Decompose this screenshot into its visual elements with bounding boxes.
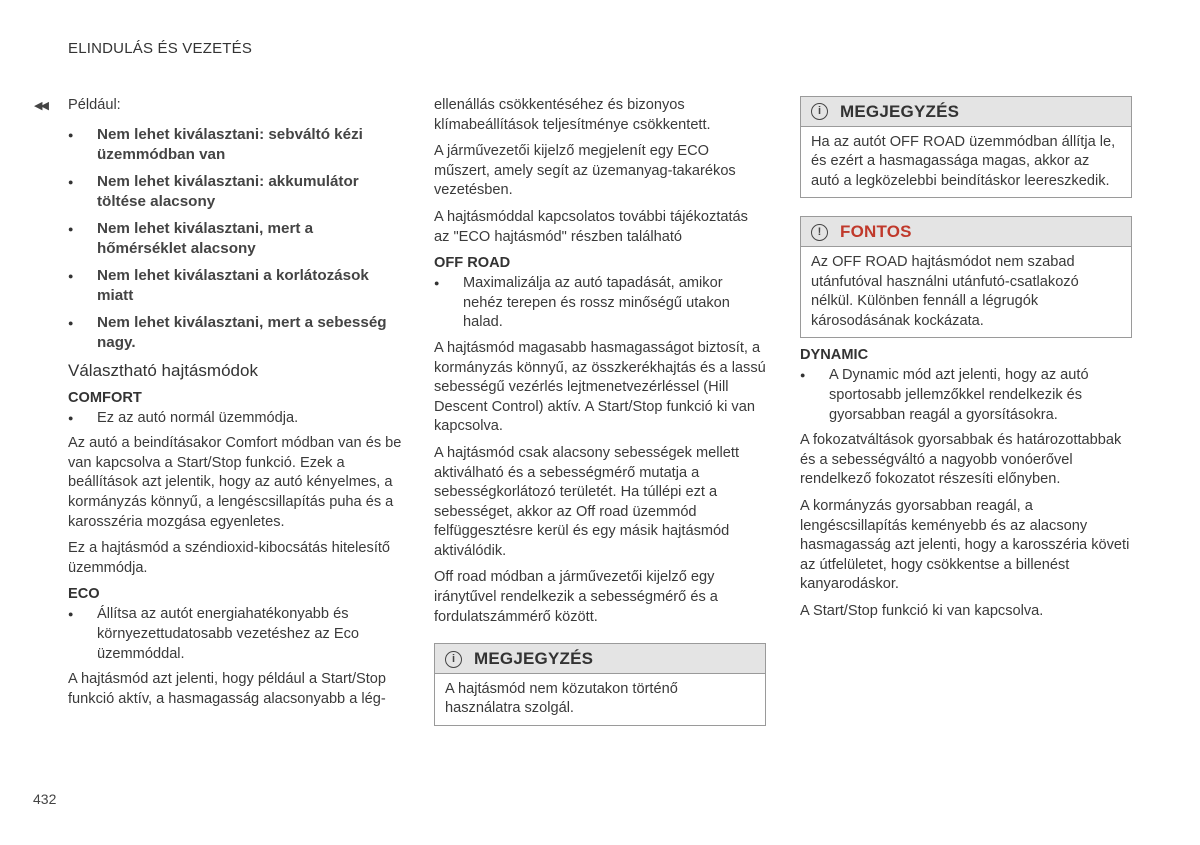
dynamic-title: DYNAMIC — [800, 347, 869, 364]
list-item: ● Állítsa az autót energiahatékonyabb és környezettudatosabb vezetéshez az Eco üzemmóddal. — [68, 605, 402, 664]
info-icon: i — [445, 651, 462, 668]
note-title: MEGJEGYZÉS — [474, 649, 594, 669]
list-item: ● Nem lehet kiválasztani: akkumulátor töltése alacsony — [68, 172, 402, 212]
note-text: Ha az autót OFF ROAD üzemmódban állítja le, és ezért a hasmagassága magas, akkor az autó a legközelebbi beindításkor leereszkedik. — [811, 133, 1116, 189]
note-box — [434, 643, 766, 726]
warning-title: FONTOS — [840, 222, 912, 242]
comfort-list — [68, 409, 402, 429]
page-number: 432 — [33, 791, 57, 807]
list-item: ● Nem lehet kiválasztani a korlátozások miatt — [68, 266, 402, 306]
intro-text: Például: — [68, 97, 121, 113]
note-title: MEGJEGYZÉS — [840, 102, 960, 121]
list-item: ● Maximalizálja az autó tapadását, amikor nehéz terepen és rossz minőségű utakon halad. — [434, 274, 766, 333]
list-item: ● A Dynamic mód azt jelenti, hogy az autó sportosabb jellemzőkkel rendelkezik és gyorsabban reagál a gyorsításokra. — [800, 366, 1132, 425]
note-text: A hajtásmód nem közutakon történő használatra szolgál. — [445, 680, 678, 717]
offroad-paragraph-1: A hajtásmód magasabb hasmagasságot biztosít, a kormányzás könnyű, az összkerékhajtás és a lassú sebességű vezérlés lejtmenetvezérléssel (Hill Descent Control) aktív. A Start/Stop funkció ki van kapcsolva. — [434, 339, 766, 435]
list-item: ● Ez az autó normál üzemmódja. — [68, 409, 402, 429]
list-item: ● Nem lehet kiválasztani, mert a sebesség nagy. — [68, 313, 402, 353]
warning-header — [801, 217, 1131, 247]
back-arrow-icon[interactable]: ◀◀ — [34, 100, 47, 112]
list-item: ● Nem lehet kiválasztani: sebváltó kézi üzemmódban van — [68, 125, 402, 165]
dynamic-paragraph-1: A fokozatváltások gyorsabbak és határozottabbak és a sebességváltó a nagyobb vonóerővel rendelkező fokozatot részesíti előnyben. — [800, 432, 1122, 488]
eco-paragraph-2: ellenállás csökkentéséhez és bizonyos klímabeállítások teljesítménye csökkentett. — [434, 97, 711, 133]
eco-paragraph-3: A járművezetői kijelző megjelenít egy ECO műszert, amely segít az üzemanyag-takarékos vezetésben. — [434, 143, 736, 199]
column-2 — [434, 96, 766, 726]
list-item: ● Nem lehet kiválasztani, mert a hőmérséklet alacsony — [68, 219, 402, 259]
note-header — [435, 644, 765, 674]
restriction-list — [68, 125, 402, 353]
offroad-paragraph-3: Off road módban a járművezetői kijelző egy iránytűvel rendelkezik a sebességmérő és a fordulatszámmérő között. — [434, 569, 718, 625]
eco-list — [68, 605, 402, 664]
info-icon: i — [811, 103, 828, 120]
dynamic-paragraph-2: A kormányzás gyorsabban reagál, a lengéscsillapítás keményebb és az alacsony hasmagasság azt jelenti, hogy a karosszéria követi az útfelületet, hogy csökkentse a billenést kanyarodáskor. — [800, 497, 1130, 593]
dynamic-paragraph-3: A Start/Stop funkció ki van kapcsolva. — [800, 602, 1044, 619]
eco-paragraph-4: A hajtásmóddal kapcsolatos további tájékoztatás az "ECO hajtásmód" részben található — [434, 208, 748, 245]
offroad-paragraph-2: A hajtásmód csak alacsony sebességek mellett aktiválható és a sebességmérő mutatja a sebességkorlátozó területét. Ha túllépi ezt a sebességet, akkor az Off road üzemmód felfüggesztésre kerül és egy másik hajtásmód aktiválódik. — [434, 444, 740, 559]
note-box — [800, 96, 1132, 198]
page-header: ELINDULÁS ÉS VEZETÉS — [68, 40, 253, 57]
offroad-list — [434, 274, 766, 333]
comfort-paragraph-1: Az autó a beindításakor Comfort módban van és be van kapcsolva a Start/Stop funkció. Ezek a beállítások azt jelentik, hogy az autó kényelmes, a kormányzás könnyű, a lengéscsillapítás puha és a karosszéria mozgása egyenletes. — [68, 435, 402, 530]
exclamation-icon: ! — [811, 224, 828, 241]
warning-text: Az OFF ROAD hajtásmódot nem szabad utánfutóval használni utánfutó-csatlakozó nélkül. Különben fennáll a légrugók károsodásának kockázata. — [811, 253, 1079, 329]
comfort-paragraph-2: Ez a hajtásmód a széndioxid-kibocsátás hitelesítő üzemmódja. — [68, 540, 391, 576]
section-heading: Választható hajtásmódok — [68, 360, 258, 380]
eco-paragraph-1: A hajtásmód azt jelenti, hogy például a Start/Stop funkció aktív, a hasmagasság alacsonyabb a lég- — [68, 671, 387, 707]
note-header — [801, 97, 1131, 127]
column-1 — [34, 96, 402, 716]
comfort-title: COMFORT — [68, 389, 142, 406]
offroad-title: OFF ROAD — [434, 255, 511, 272]
eco-title: ECO — [68, 586, 100, 603]
column-3 — [800, 96, 1132, 628]
dynamic-list — [800, 366, 1132, 425]
warning-box — [800, 216, 1132, 338]
